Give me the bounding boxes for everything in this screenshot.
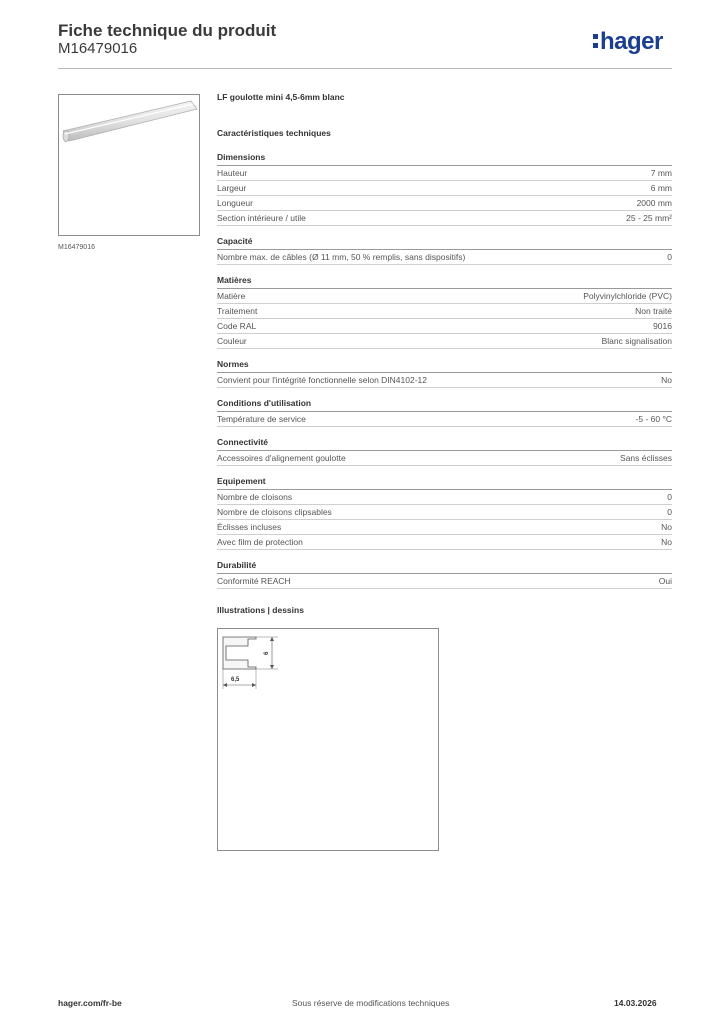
spec-section bbox=[217, 560, 672, 589]
spec-label: Nombre de cloisons bbox=[217, 492, 293, 502]
spec-value: 2000 mm bbox=[636, 198, 672, 208]
spec-label: Code RAL bbox=[217, 321, 257, 331]
spec-label: Température de service bbox=[217, 414, 306, 424]
spec-heading: Caractéristiques techniques bbox=[217, 128, 331, 138]
spec-row bbox=[217, 319, 672, 334]
spec-row bbox=[217, 181, 672, 196]
spec-value: 0 bbox=[667, 492, 672, 502]
spec-row bbox=[217, 373, 672, 388]
section-heading: Dimensions bbox=[217, 152, 672, 166]
spec-row bbox=[217, 535, 672, 550]
spec-value: No bbox=[661, 537, 672, 547]
spec-row bbox=[217, 490, 672, 505]
spec-value: 0 bbox=[667, 507, 672, 517]
spec-label: Accessoires d'alignement goulotte bbox=[217, 453, 346, 463]
spec-row bbox=[217, 166, 672, 181]
spec-value: No bbox=[661, 375, 672, 385]
width-dim-label: 6,5 bbox=[231, 677, 240, 683]
illustrations-heading: Illustrations | dessins bbox=[217, 605, 304, 615]
hager-logo: hager bbox=[593, 28, 663, 56]
spec-value: Non traité bbox=[635, 306, 672, 316]
profile-outline bbox=[223, 637, 256, 669]
spec-value: Blanc signalisation bbox=[601, 336, 672, 346]
spec-section bbox=[217, 437, 672, 466]
spec-row bbox=[217, 250, 672, 265]
spec-row bbox=[217, 505, 672, 520]
height-dim-label: 6 bbox=[264, 651, 270, 655]
photo-caption: M16479016 bbox=[58, 244, 95, 251]
spec-label: Matière bbox=[217, 291, 246, 301]
spec-value: 7 mm bbox=[650, 168, 672, 178]
section-heading: Matières bbox=[217, 275, 672, 289]
footer-disclaimer: Sous réserve de modifications techniques bbox=[292, 998, 450, 1008]
spec-label: Conformité REACH bbox=[217, 576, 291, 586]
technical-drawing bbox=[217, 628, 439, 851]
product-code: M16479016 bbox=[58, 40, 138, 57]
section-heading: Equipement bbox=[217, 476, 672, 490]
spec-label: Longueur bbox=[217, 198, 253, 208]
spec-section bbox=[217, 275, 672, 349]
spec-value: -5 - 60 °C bbox=[635, 414, 672, 424]
spec-section bbox=[217, 359, 672, 388]
spec-section bbox=[217, 398, 672, 427]
spec-value: 0 bbox=[667, 252, 672, 262]
spec-value: 6 mm bbox=[650, 183, 672, 193]
spec-row bbox=[217, 196, 672, 211]
spec-row bbox=[217, 211, 672, 226]
section-heading: Durabilité bbox=[217, 560, 672, 574]
footer-website[interactable]: hager.com/fr-be bbox=[58, 998, 122, 1008]
section-heading: Capacité bbox=[217, 236, 672, 250]
spec-section bbox=[217, 152, 672, 226]
spec-value: 9016 bbox=[653, 321, 672, 331]
spec-label: Nombre max. de câbles (Ø 11 mm, 50 % remplis, sans dispositifs) bbox=[217, 252, 466, 262]
spec-label: Couleur bbox=[217, 336, 247, 346]
page-title: Fiche technique du produit bbox=[58, 21, 277, 40]
spec-row bbox=[217, 304, 672, 319]
logo-colon-icon bbox=[593, 34, 598, 48]
section-heading: Conditions d'utilisation bbox=[217, 398, 672, 412]
spec-row bbox=[217, 520, 672, 535]
spec-row bbox=[217, 412, 672, 427]
spec-row bbox=[217, 574, 672, 589]
product-name: LF goulotte mini 4,5-6mm blanc bbox=[217, 92, 345, 102]
cable-duct-image bbox=[59, 95, 199, 235]
spec-label: Largeur bbox=[217, 183, 247, 193]
spec-value: Sans éclisses bbox=[620, 453, 672, 463]
spec-row bbox=[217, 451, 672, 466]
spec-label: Section intérieure / utile bbox=[217, 213, 306, 223]
profile-drawing bbox=[218, 629, 438, 850]
product-photo bbox=[58, 94, 200, 236]
section-heading: Normes bbox=[217, 359, 672, 373]
spec-section bbox=[217, 476, 672, 550]
spec-label: Avec film de protection bbox=[217, 537, 303, 547]
spec-label: Convient pour l'intégrité fonctionnelle selon DIN4102-12 bbox=[217, 375, 428, 385]
spec-content bbox=[217, 92, 672, 615]
spec-sections bbox=[217, 152, 672, 589]
spec-label: Traitement bbox=[217, 306, 258, 316]
section-heading: Connectivité bbox=[217, 437, 672, 451]
spec-section bbox=[217, 236, 672, 265]
spec-row bbox=[217, 289, 672, 304]
footer-date: 14.03.2026 bbox=[614, 998, 657, 1008]
spec-row bbox=[217, 334, 672, 349]
spec-value: Polyvinylchloride (PVC) bbox=[583, 291, 672, 301]
spec-label: Hauteur bbox=[217, 168, 248, 178]
spec-value: 25 - 25 mm² bbox=[626, 213, 672, 223]
header-divider bbox=[58, 68, 672, 69]
spec-label: Nombre de cloisons clipsables bbox=[217, 507, 332, 517]
spec-label: Éclisses incluses bbox=[217, 522, 282, 532]
spec-value: Oui bbox=[658, 576, 672, 586]
spec-value: No bbox=[661, 522, 672, 532]
